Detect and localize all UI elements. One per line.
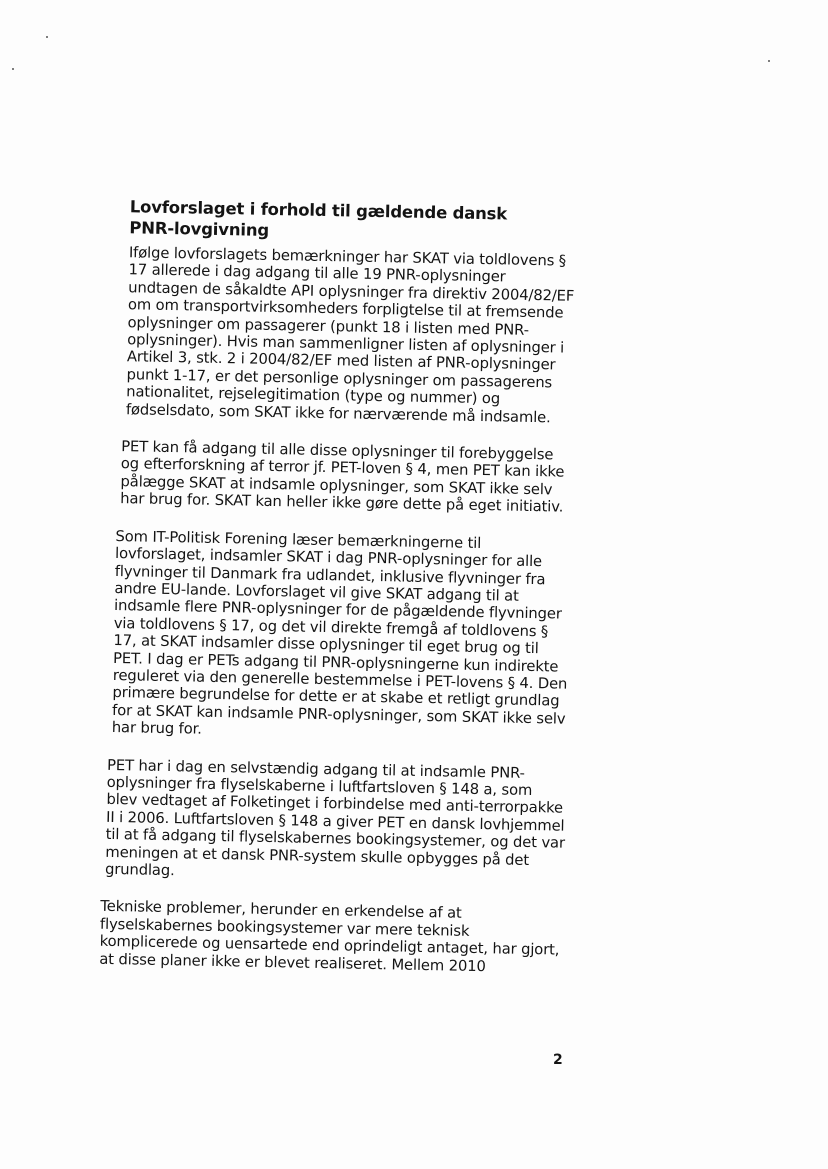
- scan-speck: [46, 36, 48, 38]
- paragraph-skat-access: Ifølge lovforslagets bemærkninger har SKAT via toldlovens § 17 allerede i dag adgang til alle 19 PNR-oplysninger undtagen de såkaldte API oplysninger fra direktiv 2004/82/EF om om transportvirksomheders forpligtelse til at fremsende oplysninger om passagerer (punkt 18 i listen med PNR-oplysninger). Hvis man sammenligner listen af oplysninger i Artikel 3, stk. 2 i 2004/82/EF med listen af PNR-oplysninger punkt 1-17, er det personlige oplysninger om passagerens nationalitet, rejselegitimation (type og nummer) og fødselsdato, som SKAT ikke for nærværende må indsamle.: [125, 244, 575, 427]
- paragraph-pet-access: PET kan få adgang til alle disse oplysninger til forebyggelse og efterforskning af terror jf. PET-loven § 4, men PET kan ikke pålægge SKAT at indsamle oplysninger, som SKAT ikke selv har brug for. SKAT kan heller ikke gøre dette på eget initiativ.: [120, 438, 565, 516]
- document-body: [99, 196, 578, 977]
- paragraph-it-politisk-reading: Som IT-Politisk Forening læser bemærkningerne til lovforslaget, indsamler SKAT i dag PNR-oplysninger for alle flyvninger til Danmark fra udlandet, inklusive flyvninger fra andre EU-lande. Lovforslaget vil give SKAT adgang til at indsamle flere PNR-oplysninger for de pågældende flyvninger via toldlovens § 17, og det vil direkte fremgå af toldlovens § 17, at SKAT indsamler disse oplysninger til eget brug og til PET. I dag er PETs adgang til PNR-oplysningerne kun indirekte reguleret via den generelle bestemmelse i PET-lovens § 4. Den primære begrundelse for dette er at skabe et retligt grundlag for at SKAT kan indsamle PNR-oplysninger, som SKAT ikke selv har brug for.: [111, 527, 568, 738]
- scan-speck: [12, 68, 14, 70]
- page-number: 2: [553, 1052, 563, 1068]
- paragraph-technical-problems: Tekniske problemer, herunder en erkendelse af at flyselskabernes bookingsystemer var mere teknisk komplicerede og uensartede end oprindeligt antaget, har gjort, at disse planer ikke er blevet realiseret. Mellem 2010: [99, 898, 560, 975]
- section-heading: Lovforslaget i forhold til gældende dansk PNR-lovgivning: [129, 197, 508, 240]
- paragraph-luftfartsloven: PET har i dag en selvstændig adgang til at indsamle PNR-oplysninger fra flyselskaberne i luftfartsloven § 148 a, som blev vedtaget af Folketinget i forbindelse med anti-terrorpakke II i 2006. Luftfartsloven § 148 a giver PET en dansk lovhjemmel til at få adgang til flyselskabernes bookingsystemer, og det var meningen at et dansk PNR-system skulle opbygges på det grundlag.: [104, 756, 566, 880]
- scan-speck: [768, 60, 770, 62]
